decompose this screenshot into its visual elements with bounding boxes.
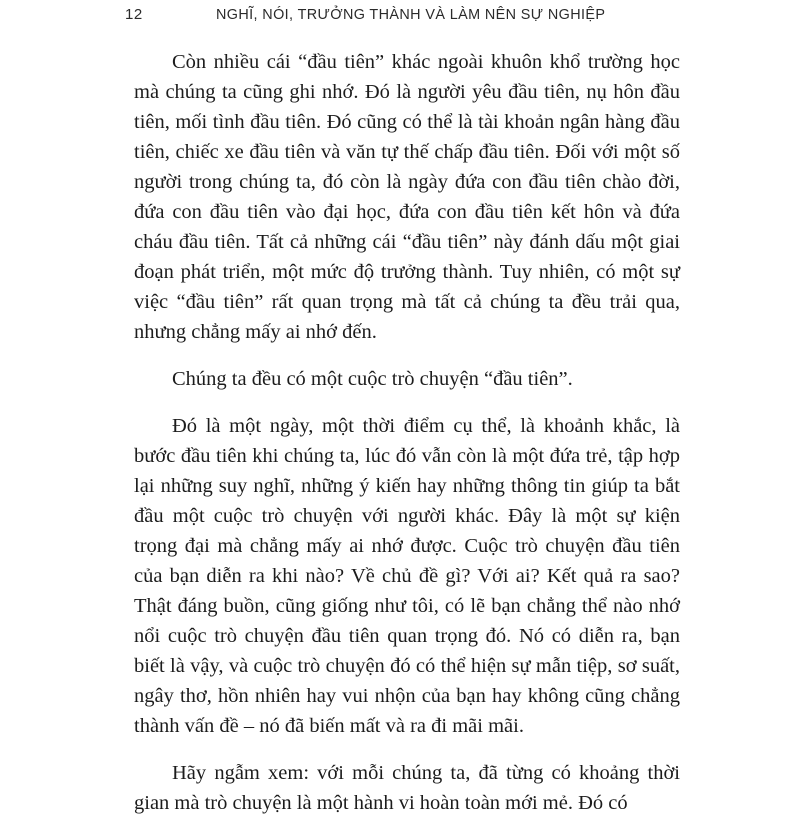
paragraph: Còn nhiều cái “đầu tiên” khác ngoài khuôn khổ trường học mà chúng ta cũng ghi nhớ. Đó là người yêu đầu tiên, nụ hôn đầu tiên, mối tình đầu tiên. Đó cũng có thể là tài khoản ngân hàng đầu tiên, chiếc xe đầu tiên và văn tự thế chấp đầu tiên. Đối với một số người trong chúng ta, đó còn là ngày đứa con đầu tiên chào đời, đứa con đầu tiên vào đại học, đứa con đầu tiên kết hôn và đứa cháu đầu tiên. Tất cả những cái “đầu tiên” này đánh dấu một giai đoạn phát triển, một mức độ trưởng thành. Tuy nhiên, có một sự việc “đầu tiên” rất quan trọng mà tất cả chúng ta đều trải qua, nhưng chẳng mấy ai nhớ đến. [134,51,680,343]
paragraph: Đó là một ngày, một thời điểm cụ thể, là khoảnh khắc, là bước đầu tiên khi chúng ta, lúc đó vẫn còn là một đứa trẻ, tập hợp lại những suy nghĩ, những ý kiến hay những thông tin giúp ta bắt đầu một cuộc trò chuyện với người khác. Đây là một sự kiện trọng đại mà chẳng mấy ai nhớ được. Cuộc trò chuyện đầu tiên của bạn diễn ra khi nào? Về chủ đề gì? Với ai? Kết quả ra sao? Thật đáng buồn, cũng giống như tôi, có lẽ bạn chẳng thể nào nhớ nổi cuộc trò chuyện đầu tiên quan trọng đó. Nó có diễn ra, bạn biết là vậy, và cuộc trò chuyện đó có thể hiện sự mẫn tiệp, sơ suất, ngây thơ, hồn nhiên hay vui nhộn của bạn hay không cũng chẳng thành vấn đề – nó đã biến mất và ra đi mãi mãi. [134,415,680,737]
page-header [0,6,802,30]
paragraph: Hãy ngẫm xem: với mỗi chúng ta, đã từng có khoảng thời gian mà trò chuyện là một hành vi hoàn toàn mới mẻ. Đó có [134,762,680,814]
running-title: NGHĨ, NÓI, TRƯỞNG THÀNH VÀ LÀM NÊN SỰ NGHIỆP [216,6,606,23]
page-number: 12 [125,6,143,23]
paragraph: Chúng ta đều có một cuộc trò chuyện “đầu tiên”. [172,368,573,390]
body-text [134,47,680,818]
